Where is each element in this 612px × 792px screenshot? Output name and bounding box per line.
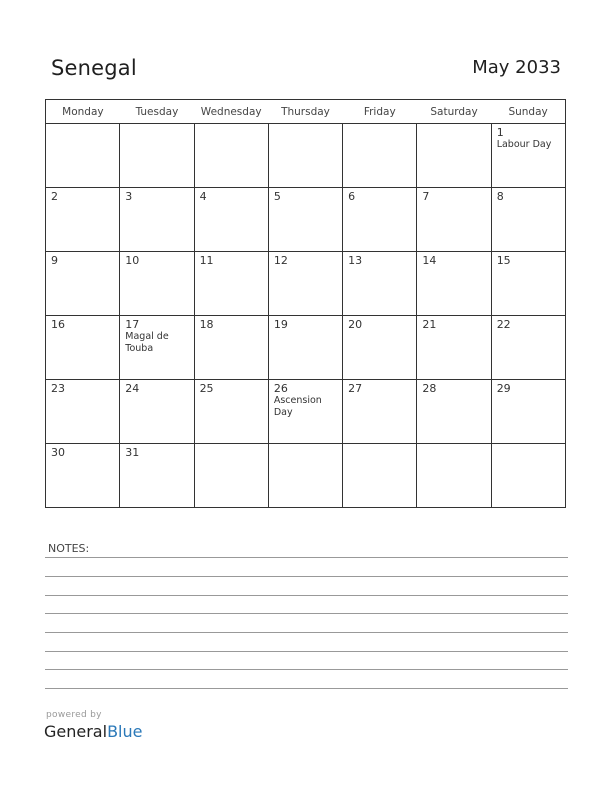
day-cell[interactable] xyxy=(343,252,417,316)
weekday-header: Monday xyxy=(46,100,120,124)
day-cell[interactable] xyxy=(120,124,194,188)
holiday-label: Labour Day xyxy=(496,139,552,150)
week-row xyxy=(46,316,566,380)
day-cell[interactable] xyxy=(194,252,268,316)
day-cell[interactable] xyxy=(268,380,342,444)
day-number: 17 xyxy=(125,318,140,331)
day-number: 29 xyxy=(496,382,511,395)
weekday-header: Friday xyxy=(343,100,417,124)
note-line xyxy=(45,557,568,558)
weekday-header: Sunday xyxy=(491,100,565,124)
note-line xyxy=(45,632,568,633)
day-cell[interactable] xyxy=(268,444,342,508)
day-cell[interactable] xyxy=(46,444,120,508)
day-number: 14 xyxy=(422,254,437,267)
week-row xyxy=(46,188,566,252)
day-cell[interactable] xyxy=(343,380,417,444)
day-number: 12 xyxy=(273,254,288,267)
day-cell[interactable] xyxy=(417,188,491,252)
day-cell[interactable] xyxy=(417,252,491,316)
day-number: 30 xyxy=(51,446,65,459)
weekday-header: Wednesday xyxy=(194,100,268,124)
country-title: Senegal xyxy=(51,56,137,80)
day-number: 5 xyxy=(273,190,281,203)
day-number: 27 xyxy=(348,382,363,395)
day-cell[interactable] xyxy=(491,124,565,188)
day-number: 25 xyxy=(199,382,214,395)
holiday-label: Magal de Touba xyxy=(125,331,169,354)
day-number: 11 xyxy=(199,254,214,267)
day-number: 10 xyxy=(125,254,140,267)
day-number: 13 xyxy=(348,254,363,267)
day-cell[interactable] xyxy=(268,316,342,380)
brand-name-part2: Blue xyxy=(107,722,143,741)
brand-name-part1: General xyxy=(44,722,108,741)
day-cell[interactable] xyxy=(120,188,194,252)
day-cell[interactable] xyxy=(46,316,120,380)
month-year-title: May 2033 xyxy=(472,57,561,78)
calendar-grid xyxy=(45,99,566,508)
note-line xyxy=(45,651,568,652)
notes-label: NOTES: xyxy=(48,542,90,555)
day-number: 1 xyxy=(496,126,504,139)
day-cell[interactable] xyxy=(194,188,268,252)
day-cell[interactable] xyxy=(46,124,120,188)
day-cell[interactable] xyxy=(46,252,120,316)
day-number: 22 xyxy=(496,318,511,331)
weekday-header: Thursday xyxy=(268,100,342,124)
day-number: 2 xyxy=(51,190,58,203)
day-cell[interactable] xyxy=(491,444,565,508)
week-row xyxy=(46,380,566,444)
day-cell[interactable] xyxy=(343,124,417,188)
weekday-header-row xyxy=(46,100,566,124)
day-cell[interactable] xyxy=(194,124,268,188)
powered-by-text: powered by xyxy=(46,710,102,720)
day-cell[interactable] xyxy=(46,380,120,444)
day-cell[interactable] xyxy=(120,380,194,444)
day-cell[interactable] xyxy=(343,316,417,380)
day-cell[interactable] xyxy=(120,316,194,380)
day-number: 8 xyxy=(496,190,504,203)
day-cell[interactable] xyxy=(46,188,120,252)
day-cell[interactable] xyxy=(120,252,194,316)
day-cell[interactable] xyxy=(491,188,565,252)
weekday-header: Saturday xyxy=(417,100,491,124)
day-number: 23 xyxy=(51,382,65,395)
note-line xyxy=(45,576,568,577)
day-cell[interactable] xyxy=(343,444,417,508)
day-cell[interactable] xyxy=(194,444,268,508)
day-cell[interactable] xyxy=(491,380,565,444)
day-cell[interactable] xyxy=(491,316,565,380)
week-row xyxy=(46,252,566,316)
day-cell[interactable] xyxy=(194,316,268,380)
day-number: 15 xyxy=(496,254,511,267)
note-line xyxy=(45,669,568,670)
day-cell[interactable] xyxy=(194,380,268,444)
day-number: 16 xyxy=(51,318,65,331)
day-number: 7 xyxy=(422,190,430,203)
day-number: 24 xyxy=(125,382,140,395)
day-number: 6 xyxy=(348,190,356,203)
day-cell[interactable] xyxy=(417,444,491,508)
day-cell[interactable] xyxy=(120,444,194,508)
day-cell[interactable] xyxy=(491,252,565,316)
week-row xyxy=(46,124,566,188)
day-cell[interactable] xyxy=(268,124,342,188)
day-number: 28 xyxy=(422,382,437,395)
day-number: 4 xyxy=(199,190,207,203)
brand-logo[interactable] xyxy=(44,722,142,741)
day-number: 21 xyxy=(422,318,437,331)
weekday-header: Tuesday xyxy=(120,100,194,124)
day-number: 19 xyxy=(273,318,288,331)
day-number: 3 xyxy=(125,190,133,203)
holiday-label: Ascension Day xyxy=(273,395,322,418)
note-line xyxy=(45,595,568,596)
day-cell[interactable] xyxy=(343,188,417,252)
note-line xyxy=(45,688,568,689)
day-cell[interactable] xyxy=(417,316,491,380)
day-cell[interactable] xyxy=(417,380,491,444)
day-number: 9 xyxy=(51,254,58,267)
day-number: 31 xyxy=(125,446,140,459)
note-line xyxy=(45,613,568,614)
day-cell[interactable] xyxy=(268,252,342,316)
week-row xyxy=(46,444,566,508)
day-number: 20 xyxy=(348,318,363,331)
day-cell[interactable] xyxy=(268,188,342,252)
day-number: 18 xyxy=(199,318,214,331)
day-number: 26 xyxy=(273,382,288,395)
day-cell[interactable] xyxy=(417,124,491,188)
